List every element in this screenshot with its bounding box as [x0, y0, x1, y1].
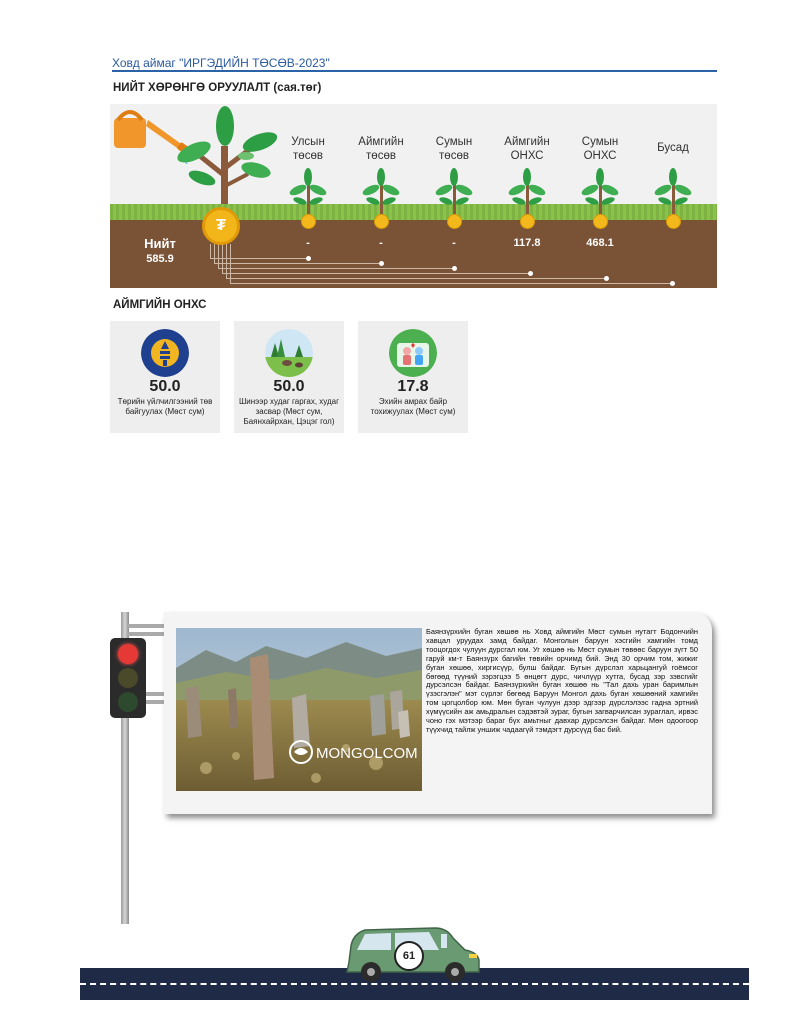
column-label: Сумын төсөв [435, 136, 473, 162]
project-value: 17.8 [397, 378, 429, 395]
small-tree-icon [288, 168, 328, 214]
coin-icon [520, 214, 535, 229]
column-value: 117.8 [513, 237, 541, 249]
root-dot [379, 261, 384, 266]
column-label: Аймгийн төсөв [358, 136, 404, 162]
red-light [118, 644, 138, 664]
project-card [110, 321, 220, 433]
column-label: Аймгийн ОНХС [504, 136, 550, 162]
investment-title: НИЙТ ХӨРӨНГӨ ОРУУЛАЛТ (сая.төг) [113, 82, 322, 94]
small-tree-icon [434, 168, 474, 214]
root-dot [306, 256, 311, 261]
emblem-icon [141, 329, 189, 377]
small-tree-icon [361, 168, 401, 214]
page-number: 61 [394, 941, 424, 971]
project-card [234, 321, 344, 433]
column-label: Бусад [657, 142, 689, 154]
page-header [112, 54, 717, 72]
green-light [118, 692, 138, 712]
root-dot [604, 276, 609, 281]
project-description: Шинээр худаг гаргах, худаг засвар (Мөст сум, Баянхайрхан, Цэцэг гол) [238, 397, 340, 426]
coin-icon [666, 214, 681, 229]
big-tree-icon [170, 106, 280, 210]
column-value: - [379, 237, 383, 249]
deer-stone-photo [176, 628, 422, 791]
investment-infographic [110, 104, 717, 288]
total-value: 585.9 [146, 253, 174, 265]
mother-care-icon [389, 329, 437, 377]
column-value: - [306, 237, 310, 249]
traffic-light-icon [110, 638, 146, 718]
root-dot [528, 271, 533, 276]
root-dot [452, 266, 457, 271]
project-value: 50.0 [273, 378, 305, 395]
header-title: Ховд аймаг "ИРГЭДИЙН ТӨСӨВ-2023" [112, 56, 330, 70]
project-description: Эхийн амрах байр тохижуулах (Мөст сум) [370, 397, 456, 416]
total-label [130, 236, 190, 265]
yellow-light [118, 668, 138, 688]
column-label: Сумын ОНХС [581, 136, 619, 162]
small-tree-icon [653, 168, 693, 214]
project-card [358, 321, 468, 433]
root-dot [670, 281, 675, 286]
small-tree-icon [507, 168, 547, 214]
project-value: 50.0 [149, 378, 181, 395]
coin-icon [374, 214, 389, 229]
project-description: Төрийн үйлчилгээний төв байгуулах (Мөст сум) [117, 397, 213, 416]
column-value: 468.1 [586, 237, 614, 249]
coin-icon [301, 214, 316, 229]
projects-title: АЙМГИЙН ОНХС [113, 299, 207, 311]
pole-arm [127, 624, 165, 628]
coin-icon [447, 214, 462, 229]
total-coin-icon: ₮ [202, 207, 240, 245]
column-value: - [452, 237, 456, 249]
pasture-icon [265, 329, 313, 377]
photo-watermark: MONGOLCOM [316, 745, 418, 762]
road-dashes [80, 983, 749, 985]
feature-text: Баянзүрхийн буган хөшөө нь Ховд аймгийн Мөст сумын нутагт Бодончийн хавцал уруудах замд байдаг. Монголын баруун хэсгийн хамгийн томд тооцогдох чулуун дурсгал юм. Уг хөшөө нь Мөст сумын төвөөс баруун зүгт 50 гаруй км-т Баянзүрх багийн төвийн орчимд бий. Энд 30 орчим том, жижиг буган хөшөө, хиргисүүр, булш байдаг. Бугын дүрслэл харьцангуй гоёмсог бөгөөд түүний зэрэгцээ 5 өнцөгт дурс, чичлүүр хутга, бусад зэр зэвсгийг дурсэлсэн байдаг. Баянзүрхийн буган хөшөө нь "Тал дахь уран баримлын үзэсгэлэн" мэт сүрлэг бөгөөд Баруун Монгол дахь буган хөшөөний хамгийн том цогцолбор юм. Мөн буган чулуун дээр эдгээр дүрслэлээс гадна эртний хүмүүсийн аж амьдралын сэдэвтэй зураг, бугын загварчилсан зураглал, ирвэс чоно гэх мэтээр бараг бүх амьтныг давхар дурсэлсэн байдаг. Мөн одоогоор түүхчид тайлж уншиж чадаагүй тэмдэгт дурсүүд бас бий. [426, 627, 698, 734]
total-label-text: Нийт [144, 236, 176, 251]
pole-arm [127, 632, 165, 636]
column-label: Улсын төсөв [291, 136, 325, 162]
coin-icon [593, 214, 608, 229]
small-tree-icon [580, 168, 620, 214]
